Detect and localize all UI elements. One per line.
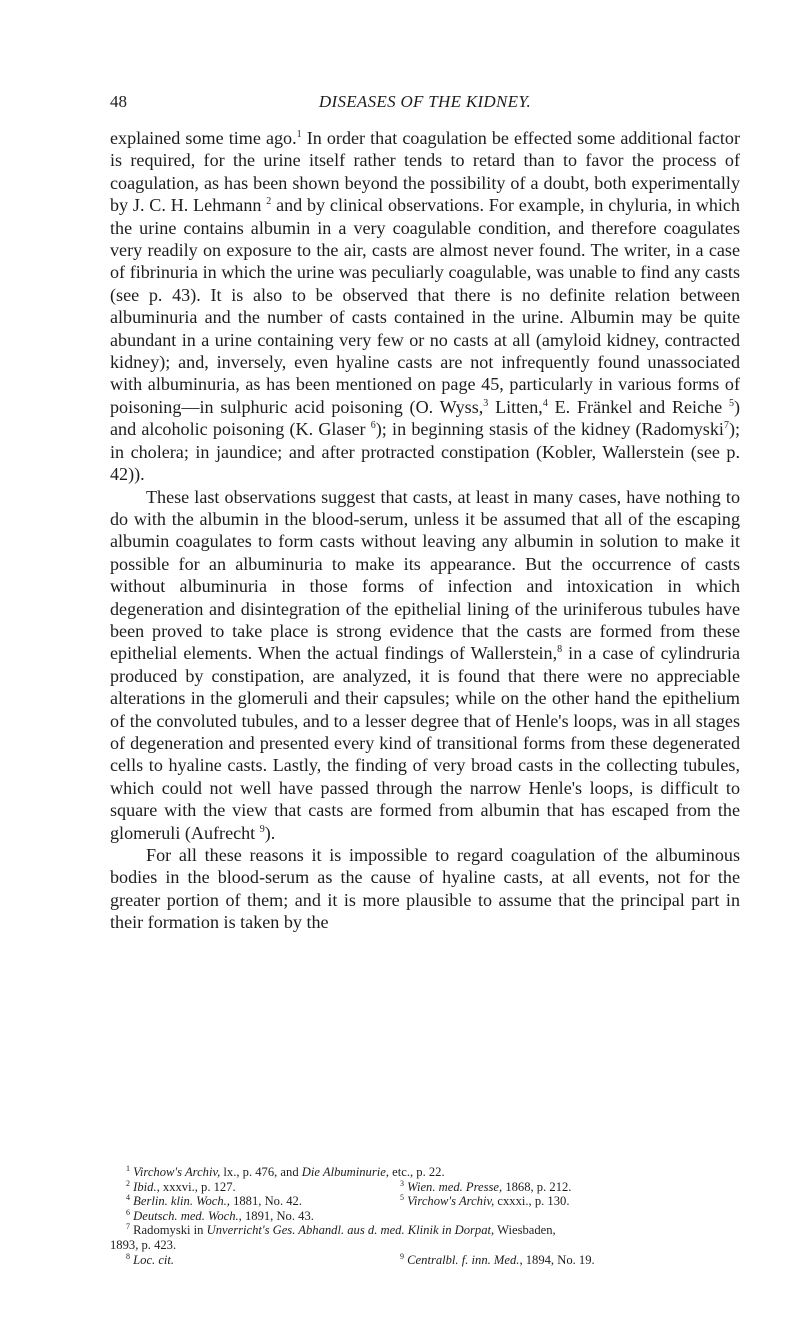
footnote-ref-7: 7: [723, 420, 729, 432]
paragraph-2: These last observations suggest that casts, at least in many cases, have nothing to do with the albumin in the blood-serum, unless it be assumed that all of the escaping albumin coagulates to form casts without leaving any albumin in solution to make it possible for an albuminuria to make its appearance. But the occurrence of casts without albuminuria in those forms of infection and intoxication in which degeneration and disintegration of the epithelial lining of the uriniferous tubules have been proved to take place is strong evidence that the casts are formed from these epithelial elements. When the actual findings of Wallerstein,$^8$ in a case of cylindruria produced by constipation, are analyzed, it is found that there were no appreciable alterations in the glomeruli and their capsules; while on the other hand the epithelium of the convoluted tubules, and to a lesser degree that of Henle's loops, was in all stages of degeneration and presented every kind of transitional forms from these degenerated cells to hyaline casts. Lastly, the finding of very broad casts in the collecting tubules, which could not well have passed through the narrow Henle's loops, is difficult to square with the view that casts are formed from albumin that has escaped from the glomeruli (Aufrecht $^9$).: [110, 486, 741, 843]
footnote-ref-3: 3: [483, 397, 489, 409]
page-number: 48: [110, 92, 127, 111]
footnote-row-4-5: [110, 1194, 740, 1209]
footnote-ref-6: 6: [370, 420, 376, 432]
footnote-2: $^2$ Ibid., xxxvi., p. 127.: [126, 1178, 236, 1194]
footnote-1: $^1$ Virchow's Archiv, lx., p. 476, and Die Albuminurie, etc., p. 22.: [126, 1164, 445, 1179]
footnote-ref-1: 1: [296, 129, 302, 140]
footnote-6: $^6$ Deutsch. med. Woch., 1891, No. 43.: [126, 1207, 314, 1223]
footnote-ref-8: 8: [557, 644, 563, 656]
footnote-3: $^3$ Wien. med. Presse, 1868, p. 212.: [400, 1178, 572, 1194]
paragraph-1: explained some time ago.$^1$ In order that coagulation be effected some additional factor is required, for the urine itself rather tends to retard than to favor the process of coagulation, as has been shown beyond the possibility of a doubt, both experimentally by J. C. H. Lehmann $^2$ and by clinical observations. For example, in chyluria, in which the urine contains albumin in a very coagulable condition, and therefore coagulates very readily on exposure to the air, casts are almost never found. The writer, in a case of fibrinuria in which the urine was peculiarly coagulable, was unable to find any casts (see p. 43). It is also to be observed that there is no definite relation between albuminuria and the number of casts contained in the urine. Albumin may be quite abundant in a urine containing very few or no casts at all (amyloid kidney, contracted kidney); and, inversely, even hyaline casts are not infrequently found unassociated with albuminuria, as has been mentioned on page 45, particularly in various forms of poisoning—in sulphuric acid poisoning (O. Wyss,$^3$ Litten,$^4$ E. Fränkel and Reiche $^5$) and alcoholic poisoning (K. Glaser $^6$); in beginning stasis of the kidney (Radomyski$^7$); in cholera; in jaundice; and after protracted constipation (Kobler, Wallerstein (see p. 42)).: [110, 128, 741, 485]
footnote-ref-2: 2: [266, 196, 272, 208]
footnote-9: $^9$ Centralbl. f. inn. Med., 1894, No. 19.: [400, 1251, 595, 1267]
footnote-ref-4: 4: [542, 397, 548, 409]
footnote-5: $^5$ Virchow's Archiv, cxxxi., p. 130.: [400, 1193, 570, 1209]
running-title: DISEASES OF THE KIDNEY.: [318, 92, 532, 111]
footnote-4: $^4$ Berlin. klin. Woch., 1881, No. 42.: [126, 1193, 303, 1209]
footnote-row-2-3: [110, 1180, 740, 1195]
page-header: [110, 92, 740, 116]
body-text: [110, 127, 740, 934]
footnote-row-8-9: [110, 1253, 740, 1268]
footnote-7-continued: 1893, p. 423.: [110, 1237, 177, 1252]
footnotes: [110, 1165, 740, 1267]
footnote-7: $^7$ Radomyski in Unverricht's Ges. Abhandl. aus d. med. Klinik in Dorpat, Wiesbaden,: [126, 1222, 556, 1238]
footnote-ref-5: 5: [728, 397, 734, 409]
footnote-ref-9: 9: [259, 823, 265, 835]
paragraph-3: For all these reasons it is impossible to regard coagulation of the albuminous bodies in the blood-serum as the cause of hyaline casts, at all events, not for the greater portion of them; and it is more plausible to assume that the principal part in their formation is taken by the: [110, 845, 740, 933]
footnote-8: $^8$ Loc. cit.: [126, 1251, 175, 1267]
